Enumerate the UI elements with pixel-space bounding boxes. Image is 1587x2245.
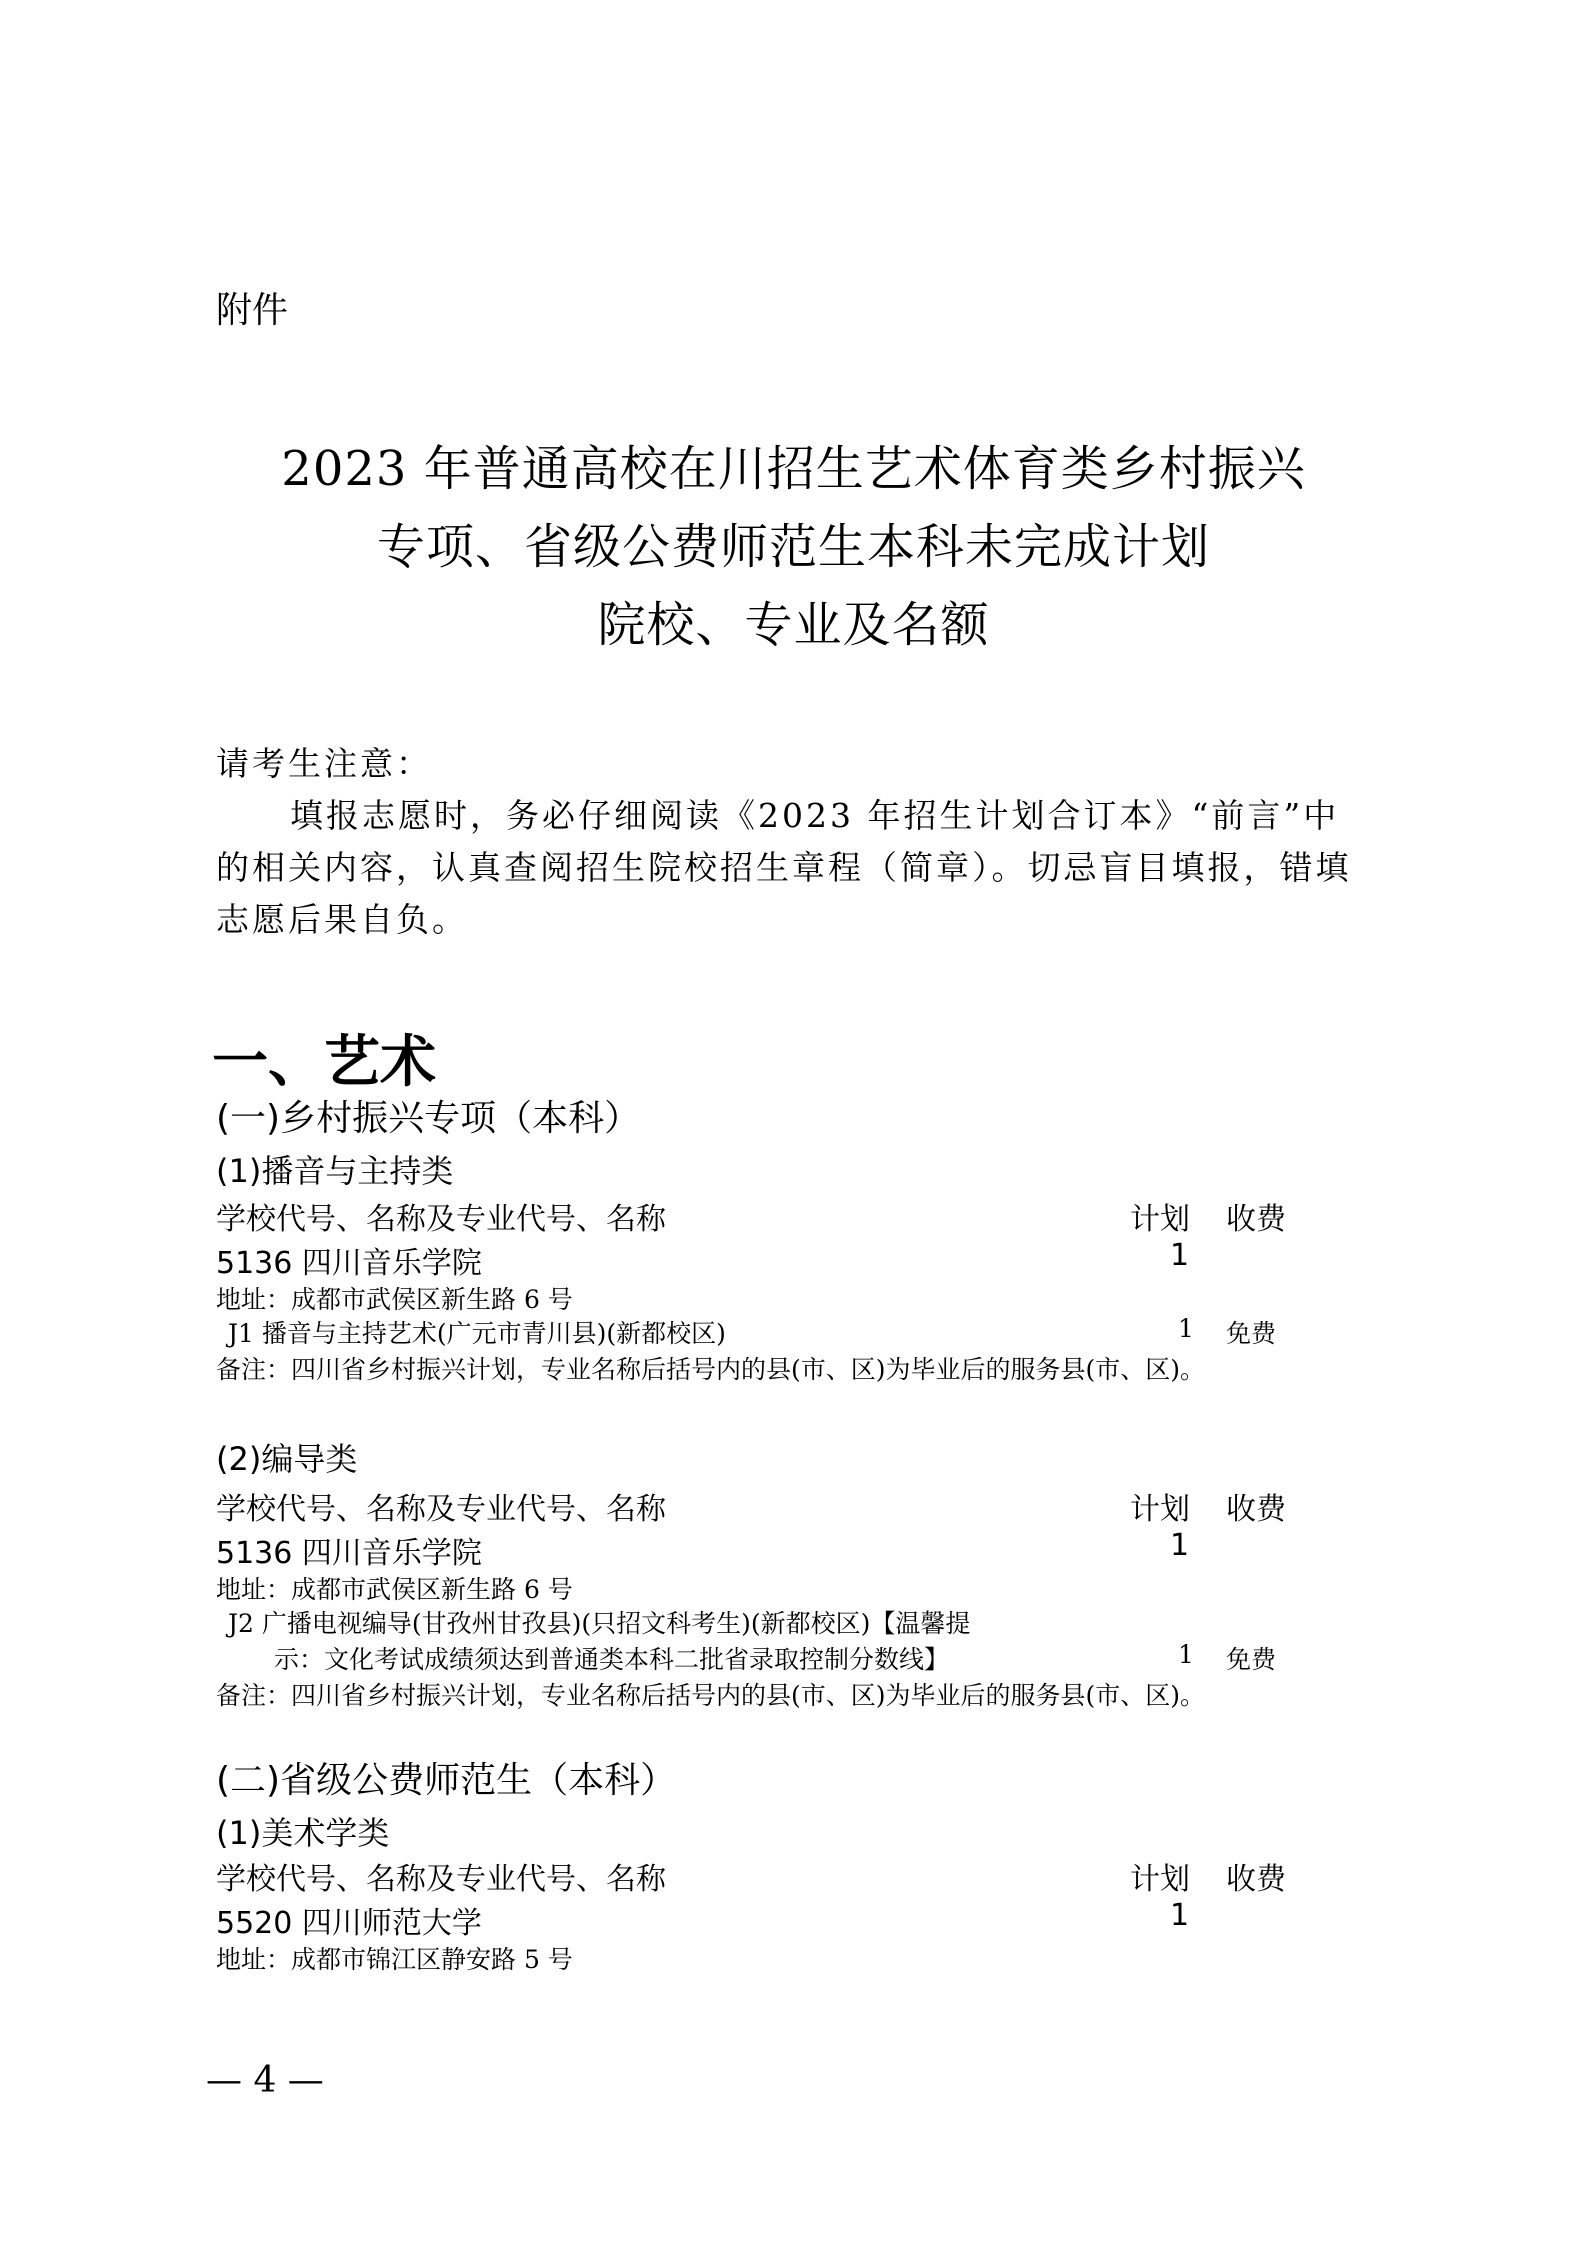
- school-plan: 1: [1170, 1238, 1190, 1273]
- section-art-heading: 一、艺术: [212, 1030, 436, 1095]
- major-fee: 免费: [1226, 1319, 1277, 1348]
- column-header-fee: 收费: [1226, 1862, 1286, 1897]
- major-name-line-1: J2 广播电视编导(甘孜州甘孜县)(只招文科考生)(新都校区)【温馨提: [228, 1609, 971, 1638]
- column-header-plan: 计划: [1130, 1862, 1190, 1897]
- column-header-name: 学校代号、名称及专业代号、名称: [216, 1202, 666, 1237]
- school-address: 地址：成都市武侯区新生路 6 号: [216, 1575, 573, 1604]
- column-header-fee: 收费: [1226, 1492, 1286, 1527]
- category-heading: (2)编导类: [216, 1440, 358, 1478]
- school-address: 地址：成都市武侯区新生路 6 号: [216, 1285, 573, 1314]
- attachment-label: 附件: [216, 290, 289, 331]
- title-line-1: 2023 年普通高校在川招生艺术体育类乡村振兴: [281, 441, 1306, 497]
- major-name-line-2: 示：文化考试成绩须达到普通类本科二批省录取控制分数线】: [274, 1645, 950, 1674]
- subsection-rural-heading: (一)乡村振兴专项（本科）: [216, 1098, 641, 1139]
- notice-line-3: 志愿后果自负。: [216, 900, 468, 939]
- subsection-teacher-heading: (二)省级公费师范生（本科）: [216, 1760, 677, 1801]
- remark: 备注：四川省乡村振兴计划，专业名称后括号内的县(市、区)为毕业后的服务县(市、区)。: [216, 1681, 1206, 1710]
- school-name: 5136 四川音乐学院: [216, 1536, 482, 1571]
- column-header-name: 学校代号、名称及专业代号、名称: [216, 1862, 666, 1897]
- category-heading: (1)播音与主持类: [216, 1152, 454, 1190]
- major-name: J1 播音与主持艺术(广元市青川县)(新都校区): [228, 1319, 726, 1348]
- column-header-fee: 收费: [1226, 1202, 1286, 1237]
- school-name: 5136 四川音乐学院: [216, 1246, 482, 1281]
- title-line-2: 专项、省级公费师范生本科未完成计划: [376, 519, 1210, 575]
- notice-line-2: 的相关内容，认真查阅招生院校招生章程（简章）。切忌盲目填报，错填: [216, 848, 1352, 887]
- school-plan: 1: [1170, 1898, 1190, 1933]
- column-header-name: 学校代号、名称及专业代号、名称: [216, 1492, 666, 1527]
- major-fee: 免费: [1226, 1645, 1277, 1674]
- major-plan: 1: [1178, 1640, 1194, 1669]
- school-plan: 1: [1170, 1528, 1190, 1563]
- column-header-plan: 计划: [1130, 1492, 1190, 1527]
- school-address: 地址：成都市锦江区静安路 5 号: [216, 1945, 573, 1974]
- page-number: — 4 —: [206, 2060, 324, 2101]
- remark: 备注：四川省乡村振兴计划，专业名称后括号内的县(市、区)为毕业后的服务县(市、区)。: [216, 1355, 1206, 1384]
- major-plan: 1: [1178, 1314, 1194, 1343]
- notice-heading: 请考生注意：: [216, 744, 432, 783]
- title-line-3: 院校、专业及名额: [597, 597, 990, 653]
- category-heading: (1)美术学类: [216, 1814, 390, 1852]
- notice-line-1: 填报志愿时，务必仔细阅读《2023 年招生计划合订本》“前言”中: [290, 796, 1340, 835]
- column-header-plan: 计划: [1130, 1202, 1190, 1237]
- school-name: 5520 四川师范大学: [216, 1906, 482, 1941]
